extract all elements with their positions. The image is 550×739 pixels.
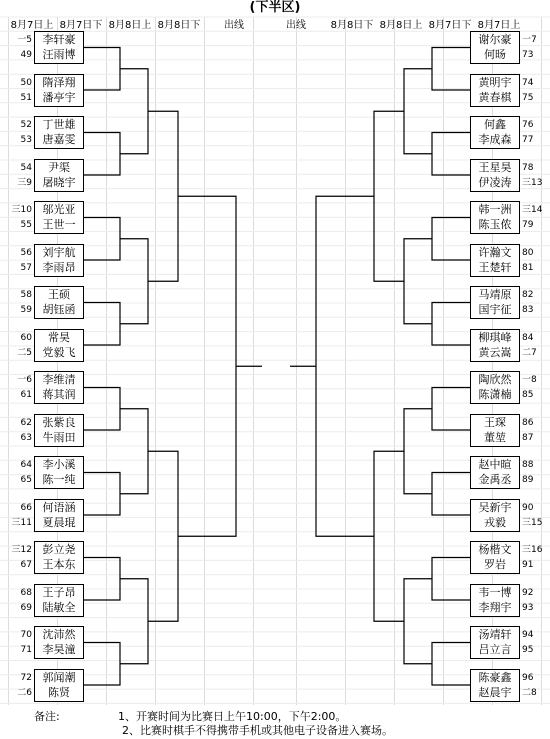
left-bracket-r3 [148, 111, 178, 281]
player-seed: 53 [20, 135, 32, 145]
left-bracket-r2 [120, 69, 148, 154]
player-name: 伊凌涛 [478, 175, 512, 189]
player-name: 吴新宇 [478, 500, 512, 514]
player-seed: 三11 [11, 517, 32, 528]
player-seed: 94 [522, 630, 534, 640]
left-bracket-r2 [120, 409, 148, 494]
player-seed: 一6 [17, 375, 32, 385]
player-seed: 52 [20, 120, 32, 130]
player-seed: 58 [20, 290, 32, 300]
header-left-aug7-pm: 8月7日下 [59, 20, 103, 31]
player-name: 王琛 [484, 415, 506, 429]
player-seed: 51 [20, 92, 32, 103]
player-name: 董堃 [484, 430, 506, 444]
right-bracket-r1 [432, 218, 470, 261]
left-bracket-r1 [84, 218, 120, 261]
player-name: 陈贤 [48, 685, 70, 699]
player-seed: 82 [522, 290, 534, 300]
header-right-qualify: 出线 [286, 20, 306, 31]
player-name: 尹渠 [48, 160, 70, 174]
player-name: 马靖原 [478, 288, 512, 301]
right-bracket-r2 [404, 409, 432, 494]
player-name: 黄云嵩 [478, 345, 512, 359]
player-seed: 84 [522, 332, 534, 343]
player-name: 王星昊 [478, 160, 512, 174]
player-name: 李雨昂 [42, 260, 76, 274]
player-name: 王楚轩 [478, 260, 512, 274]
player-seed: 三9 [17, 177, 32, 188]
player-seed: 二6 [17, 687, 32, 698]
right-bracket-r3 [374, 111, 404, 281]
player-seed: 55 [20, 220, 32, 230]
player-seed: 77 [522, 135, 534, 145]
right-bracket-r1 [432, 388, 470, 431]
player-seed: 64 [20, 460, 32, 470]
player-name: 何鑫 [484, 118, 506, 131]
player-seed: 91 [522, 560, 534, 570]
player-seed: 68 [20, 587, 32, 598]
player-seed: 61 [20, 390, 32, 400]
player-seed: 三14 [522, 205, 543, 215]
right-bracket-r1 [432, 303, 470, 346]
player-name: 王本东 [42, 558, 76, 571]
player-name: 黄春棋 [478, 90, 512, 104]
left-bracket-r2 [120, 239, 148, 324]
left-bracket-r1 [84, 388, 120, 431]
player-seed: 三13 [522, 177, 543, 188]
left-bracket-r1 [84, 303, 120, 346]
player-name: 黄明宇 [478, 75, 512, 89]
header-left-aug8-pm: 8月8日下 [157, 20, 201, 31]
player-name: 李维清 [42, 373, 76, 386]
left-bracket-r4 [178, 196, 236, 536]
player-name: 吕立言 [478, 643, 512, 656]
right-bracket-r2 [404, 579, 432, 664]
player-seed: 70 [20, 630, 32, 640]
player-seed: 71 [20, 645, 32, 655]
player-name: 何语涵 [42, 500, 76, 514]
player-name: 汪雨博 [42, 48, 76, 61]
left-bracket-r2 [120, 579, 148, 664]
player-name: 隋泽翔 [42, 75, 76, 89]
left-bracket-r1 [84, 558, 120, 601]
player-name: 杨楷文 [478, 543, 512, 556]
notes-label: 备注: [34, 710, 60, 723]
player-name: 彭立尧 [42, 543, 76, 556]
player-name: 金禹丞 [478, 473, 512, 486]
player-seed: 二5 [17, 347, 32, 358]
player-name: 唐嘉雯 [42, 133, 76, 146]
player-seed: 96 [522, 672, 534, 683]
player-seed: 49 [20, 50, 32, 60]
player-seed: 三16 [522, 545, 543, 555]
player-name: 李小溪 [42, 458, 76, 471]
player-seed: 65 [20, 475, 32, 485]
player-name: 罗岩 [484, 558, 506, 571]
player-seed: 三15 [522, 517, 543, 528]
player-name: 谢尔豪 [478, 33, 512, 46]
player-seed: 二8 [522, 687, 537, 698]
player-seed: 89 [522, 475, 534, 485]
player-name: 张紫良 [42, 415, 76, 429]
player-seed: 90 [522, 502, 534, 513]
player-seed: 一5 [17, 35, 32, 45]
player-seed: 60 [20, 332, 32, 343]
player-name: 刘宇航 [42, 245, 76, 259]
header-left-aug7-am: 8月7日上 [10, 20, 54, 31]
player-name: 陆敏全 [42, 600, 76, 614]
player-name: 胡钰函 [42, 303, 76, 316]
player-name: 韦一博 [478, 585, 512, 599]
player-name: 国宇征 [478, 303, 512, 316]
player-seed: 三12 [11, 545, 32, 555]
player-name: 韩一洲 [478, 203, 512, 216]
right-bracket-r3 [374, 451, 404, 621]
right-bracket-r1 [432, 643, 470, 686]
player-seed: 76 [522, 120, 534, 130]
left-bracket-r1 [84, 133, 120, 176]
player-seed: 95 [522, 645, 534, 655]
player-name: 李成森 [478, 133, 512, 146]
player-seed: 66 [20, 502, 32, 513]
left-bracket-r3 [148, 451, 178, 621]
player-name: 陈豪鑫 [478, 670, 512, 684]
player-seed: 86 [522, 417, 534, 428]
left-bracket-r1 [84, 48, 120, 91]
player-name: 戎毅 [484, 515, 506, 529]
player-name: 王硕 [48, 288, 70, 301]
left-bracket-r1 [84, 643, 120, 686]
player-name: 李昊潼 [42, 643, 76, 656]
player-name: 邬光亚 [42, 203, 76, 216]
player-name: 陶欣然 [478, 373, 512, 386]
notes-line-1: 1、开赛时间为比赛日上午10:00，下午2:00。 [118, 710, 347, 723]
player-name: 陈玉侬 [478, 218, 512, 231]
header-right-aug7-pm: 8月7日下 [428, 20, 472, 31]
player-seed: 69 [20, 602, 32, 613]
player-seed: 62 [20, 417, 32, 428]
player-name: 李翔宇 [478, 600, 512, 614]
player-name: 王子昂 [42, 585, 76, 599]
right-bracket-r1 [432, 473, 470, 516]
player-seed: 56 [20, 247, 32, 258]
player-seed: 50 [20, 77, 32, 88]
player-seed: 72 [20, 672, 32, 683]
player-name: 陈一纯 [42, 473, 76, 486]
right-bracket-r1 [432, 48, 470, 91]
player-name: 柳琪峰 [478, 330, 512, 344]
player-seed: 59 [20, 305, 32, 315]
header-left-aug8-am: 8月8日上 [108, 20, 152, 31]
player-name: 赵晨宇 [478, 685, 512, 699]
player-seed: 二7 [522, 347, 537, 358]
player-seed: 88 [522, 460, 534, 470]
player-name: 丁世雄 [42, 118, 76, 131]
page-title: (下半区) [249, 0, 301, 15]
player-name: 蒋其润 [42, 388, 76, 401]
player-seed: 一8 [522, 375, 537, 385]
player-seed: 87 [522, 432, 534, 443]
player-seed: 93 [522, 602, 534, 613]
player-seed: 74 [522, 77, 534, 88]
player-name: 李轩豪 [42, 33, 76, 46]
player-seed: 57 [20, 262, 32, 273]
header-right-aug8-am: 8月8日上 [379, 20, 423, 31]
player-name: 沈沛然 [42, 628, 76, 641]
player-name: 党毅飞 [42, 345, 76, 359]
player-seed: 73 [522, 50, 534, 60]
player-seed: 78 [522, 162, 534, 173]
player-seed: 75 [522, 92, 534, 103]
player-seed: 85 [522, 390, 534, 400]
left-bracket-r1 [84, 473, 120, 516]
player-name: 陈潇楠 [478, 388, 512, 401]
player-seed: 83 [522, 305, 534, 315]
player-name: 屠晓宇 [42, 175, 76, 189]
player-seed: 80 [522, 247, 534, 258]
player-name: 何旸 [484, 48, 506, 61]
player-name: 许瀚文 [478, 245, 512, 259]
player-seed: 92 [522, 587, 534, 598]
right-bracket-r2 [404, 239, 432, 324]
player-name: 夏晨琨 [42, 515, 76, 529]
right-bracket-r2 [404, 69, 432, 154]
player-seed: 79 [522, 220, 534, 230]
player-name: 郭闻潮 [42, 670, 76, 684]
header-left-qualify: 出线 [224, 20, 244, 31]
player-seed: 三10 [11, 205, 32, 215]
header-right-aug7-am: 8月7日上 [477, 20, 521, 31]
player-name: 常昊 [48, 330, 70, 344]
header-right-aug8-pm: 8月8日下 [330, 20, 374, 31]
player-name: 王世一 [42, 218, 76, 231]
player-seed: 63 [20, 432, 32, 443]
player-seed: 81 [522, 262, 534, 273]
right-bracket-r1 [432, 558, 470, 601]
player-name: 赵中暄 [478, 458, 512, 471]
player-seed: 一7 [522, 35, 537, 45]
player-seed: 67 [20, 560, 32, 570]
player-name: 汤靖轩 [478, 628, 512, 641]
player-name: 牛雨田 [42, 430, 76, 444]
right-bracket-r1 [432, 133, 470, 176]
player-seed: 54 [20, 162, 32, 173]
notes-line-2: 2、比赛时棋手不得携带手机或其他电子设备进入赛场。 [122, 724, 393, 737]
player-name: 潘亭宇 [42, 90, 76, 104]
